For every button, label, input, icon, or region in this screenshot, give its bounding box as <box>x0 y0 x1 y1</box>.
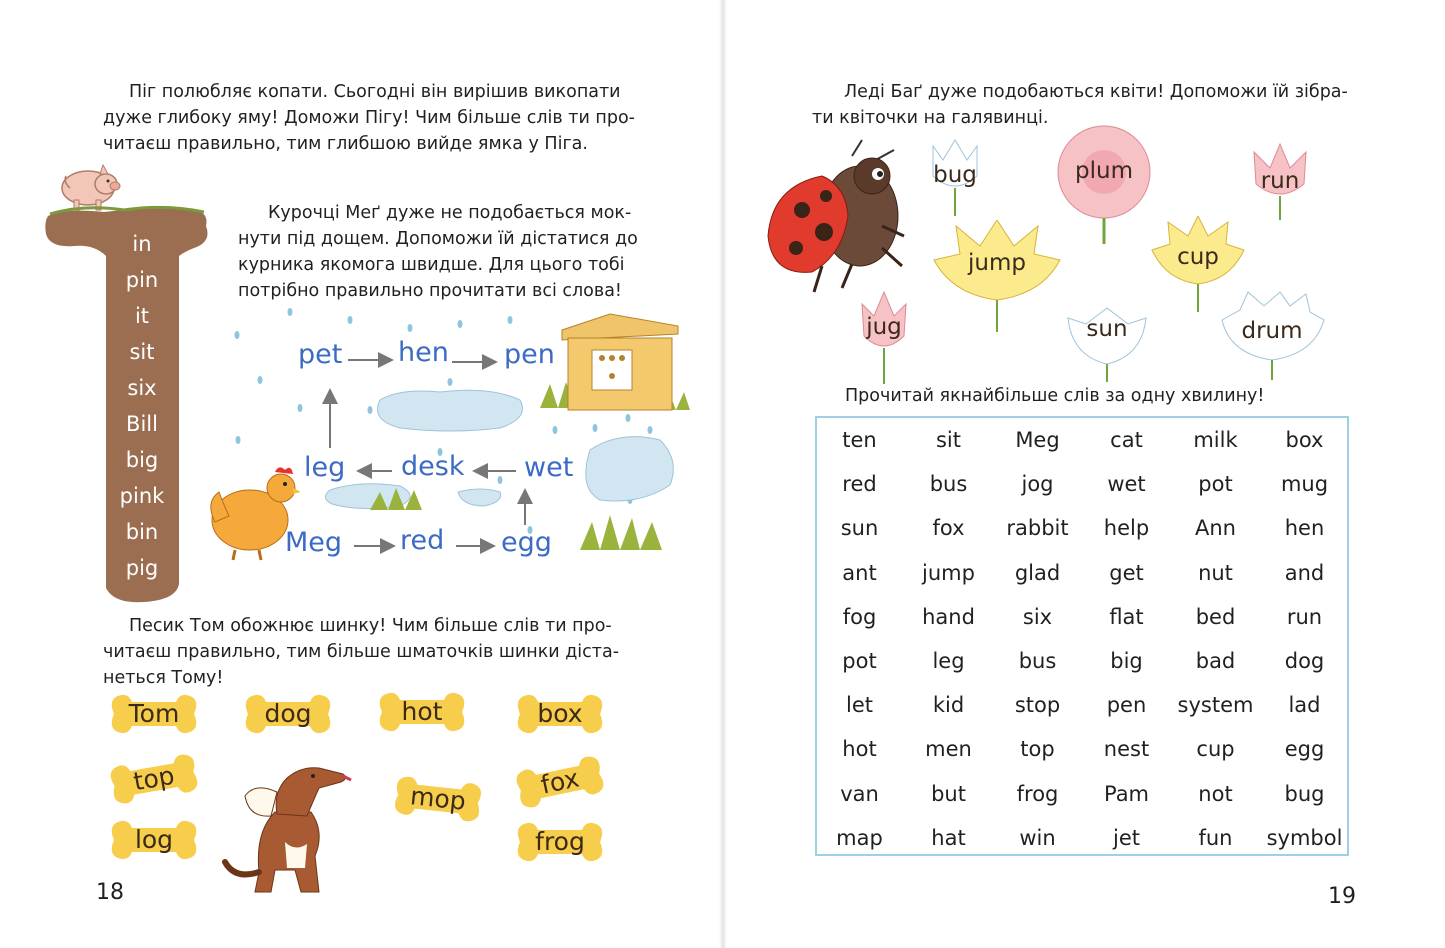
grid-word: ant <box>842 560 877 585</box>
bone-label: mop <box>408 781 468 816</box>
bone-label: fox <box>538 763 582 800</box>
grid-word: Meg <box>1015 428 1060 452</box>
grid-word: but <box>931 781 966 806</box>
grid-word: nest <box>1103 737 1150 762</box>
bone-word <box>512 818 608 866</box>
flower-word <box>923 136 987 216</box>
dog-illustration <box>215 752 355 900</box>
bone-label: dog <box>264 699 312 728</box>
flower-word <box>856 290 912 384</box>
pig-word: sit <box>129 340 155 364</box>
grid-word: bus <box>929 472 968 497</box>
flower-label: run <box>1260 168 1300 194</box>
grid-word: men <box>925 737 972 762</box>
grid-row <box>815 683 1349 727</box>
text-line: дуже глибоку яму! Доможи Пігу! Чим більше слів ти про- <box>103 108 635 128</box>
grid-word: cup <box>1196 737 1235 762</box>
grid-word: symbol <box>1266 825 1343 850</box>
grid-word: get <box>1109 560 1144 585</box>
grid-word: sun <box>840 516 879 541</box>
grid-row <box>815 506 1349 550</box>
bone-word <box>388 770 488 828</box>
grid-row <box>815 772 1349 816</box>
grid-row <box>815 418 1349 462</box>
pig-word: pig <box>125 556 159 580</box>
grid-word: map <box>836 825 883 850</box>
grid-word: bus <box>1018 649 1057 673</box>
grid-word: flat <box>1109 604 1144 629</box>
grid-word: jet <box>1113 825 1140 850</box>
grid-word: wet <box>1107 472 1146 497</box>
pig-instruction <box>103 79 635 157</box>
text-line: неться Тому! <box>103 668 224 688</box>
flower-word <box>930 220 1064 332</box>
flower-label: plum <box>1075 158 1133 184</box>
path-word-egg: egg <box>501 527 552 558</box>
grid-word: ten <box>842 428 877 452</box>
path-arrows <box>280 330 600 560</box>
grid-word: glad <box>1014 560 1061 585</box>
grid-word: van <box>840 781 879 806</box>
text-line: читаєш правильно, тим глибшою вийде ямка у Піга. <box>103 134 588 154</box>
grid-word: bug <box>1284 781 1325 806</box>
flower-label: bug <box>933 162 977 188</box>
grid-word: mug <box>1280 472 1329 497</box>
grid-row <box>815 816 1349 860</box>
hen-instruction <box>238 200 644 304</box>
text-line: Леді Баґ дуже подобаються квіти! Допоможи їй зібра- <box>844 82 1348 102</box>
bone-label: frog <box>535 827 585 856</box>
pig-word: pin <box>125 268 159 292</box>
bone-label: top <box>131 760 177 797</box>
bone-label: hot <box>401 697 443 726</box>
grid-word: fog <box>842 604 877 629</box>
grid-word: nut <box>1198 560 1233 585</box>
grid-word: jump <box>922 560 975 585</box>
grid-word: sit <box>935 428 961 452</box>
path-word-pen: pen <box>504 339 555 370</box>
flower-word <box>1064 306 1150 382</box>
grid-word: help <box>1103 516 1150 541</box>
page-number-left: 18 <box>96 880 124 905</box>
pig-word: it <box>134 304 150 328</box>
grid-word: kid <box>932 693 965 718</box>
flower-label: drum <box>1241 318 1303 344</box>
grid-word: bad <box>1195 649 1236 673</box>
flower-label: cup <box>1177 244 1219 270</box>
text-line: ти квіточки на галявинці. <box>812 108 1049 128</box>
path-word-desk: desk <box>401 451 465 482</box>
bone-word <box>512 690 608 738</box>
bone-word <box>374 688 470 736</box>
grid-word: big <box>1110 649 1143 673</box>
pig-word: in <box>132 232 152 256</box>
path-word-red: red <box>400 525 445 556</box>
path-word-wet: wet <box>524 452 574 483</box>
grid-word: hen <box>1284 516 1325 541</box>
grid-word: run <box>1286 604 1323 629</box>
pig-word-column <box>112 226 172 586</box>
path-word-leg: leg <box>304 452 346 483</box>
grid-word: win <box>1019 825 1056 850</box>
dog-instruction <box>103 613 643 691</box>
text-line: читаєш правильно, тим більше шматочків шинки діста- <box>103 642 620 662</box>
grid-word: and <box>1284 560 1325 585</box>
grid-word: lad <box>1288 693 1321 718</box>
path-word-hen: hen <box>398 337 449 368</box>
grid-word: hat <box>931 825 966 850</box>
grid-word: fun <box>1198 825 1233 850</box>
grid-word: cat <box>1110 428 1143 452</box>
grid-word: Pam <box>1103 781 1150 806</box>
bone-word <box>106 816 202 864</box>
grid-row <box>815 639 1349 683</box>
pig-word: pink <box>119 484 165 508</box>
text-line: Піг полюбляє копати. Сьогодні він вирішив викопати <box>129 82 621 102</box>
grid-word: pot <box>842 649 877 673</box>
bone-label: Tom <box>128 699 180 728</box>
text-line: Курочці Меґ дуже не подобається мок- <box>268 203 632 223</box>
grid-word: let <box>846 693 873 718</box>
grid-word: frog <box>1016 781 1059 806</box>
grid-word: hand <box>922 604 975 629</box>
grid-word: pot <box>1198 472 1233 497</box>
text-line: потрібно правильно прочитати всі слова! <box>238 281 622 301</box>
grid-word: egg <box>1284 737 1325 762</box>
grid-word: leg <box>932 649 965 673</box>
grid-word: milk <box>1193 428 1238 452</box>
grid-row <box>815 551 1349 595</box>
pig-word: bin <box>125 520 159 544</box>
page-number-right: 19 <box>1328 884 1356 909</box>
flower-label: jump <box>968 250 1026 276</box>
grid-word: jog <box>1021 472 1054 497</box>
grid-title: Прочитай якнайбільше слів за одну хвилину! <box>845 386 1265 406</box>
ladybug-illustration <box>762 136 912 298</box>
flower-label: jug <box>866 314 902 340</box>
grid-row <box>815 727 1349 771</box>
grid-word: fox <box>932 516 965 541</box>
path-word-meg: Meg <box>285 527 343 558</box>
pig-word: big <box>125 448 159 472</box>
grid-word: box <box>1285 428 1324 452</box>
bone-label: log <box>134 825 174 854</box>
grid-row <box>815 595 1349 639</box>
grid-word: not <box>1198 781 1233 806</box>
text-line: нути під дощем. Допоможи їй дістатися до <box>238 229 638 249</box>
grid-word: six <box>1022 604 1053 629</box>
pig-word: Bill <box>126 412 158 436</box>
grid-word: top <box>1020 737 1055 762</box>
bone-word <box>240 690 336 738</box>
pig-word: six <box>127 376 157 400</box>
grid-word: pen <box>1106 693 1147 718</box>
flower-label: sun <box>1086 316 1128 342</box>
grid-word: Ann <box>1195 516 1236 541</box>
flower-word <box>1234 140 1326 220</box>
bone-word <box>106 690 202 738</box>
path-word-pet: pet <box>298 339 343 370</box>
grid-word: bed <box>1195 604 1236 629</box>
text-line: курника якомога швидше. Для цього тобі <box>238 255 625 275</box>
grid-word: stop <box>1014 693 1061 718</box>
grid-word: red <box>842 472 877 497</box>
flower-word <box>1218 290 1326 380</box>
text-line: Песик Том обожнює шинку! Чим більше слів ти про- <box>129 616 612 636</box>
bone-label: box <box>537 699 583 728</box>
grid-row <box>815 462 1349 506</box>
grid-word: hot <box>842 737 877 762</box>
grid-word: rabbit <box>1006 516 1069 541</box>
grid-word: system <box>1177 693 1254 718</box>
grid-word: dog <box>1284 649 1325 673</box>
